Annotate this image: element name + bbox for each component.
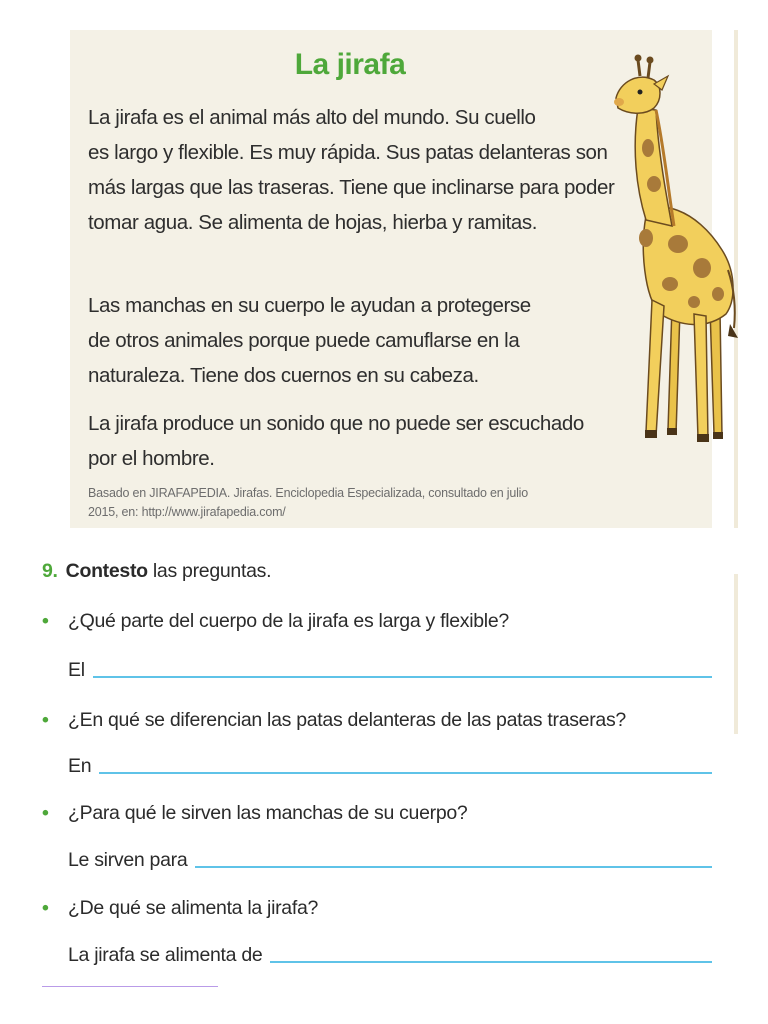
question-text: ¿En qué se diferencian las patas delanteras de las patas traseras? — [68, 709, 626, 731]
answer-input-1[interactable] — [93, 676, 712, 678]
answer-row-3 — [68, 842, 712, 872]
source-citation — [88, 484, 528, 522]
paragraph-line: tomar agua. Se alimenta de hojas, hierba y ramitas. — [88, 211, 538, 234]
paragraph-line: es largo y flexible. Es muy rápida. Sus patas delanteras son — [88, 141, 608, 164]
paragraph-line: naturaleza. Tiene dos cuernos en su cabeza. — [88, 364, 479, 387]
reading-title: La jirafa — [294, 48, 406, 81]
answer-prefix: La jirafa se alimenta de — [68, 944, 263, 966]
activity-heading — [42, 560, 271, 583]
source-line: Basado en JIRAFAPEDIA. Jirafas. Enciclopedia Especializada, consultado en julio — [88, 486, 529, 500]
bullet-icon: • — [42, 897, 49, 919]
answer-row-1 — [68, 652, 712, 682]
question-2 — [42, 709, 626, 732]
paragraph-line: de otros animales porque puede camuflarse en la — [88, 329, 520, 352]
question-1 — [42, 610, 509, 633]
source-line: 2015, en: http://www.jirafapedia.com/ — [88, 505, 286, 519]
question-text: ¿De qué se alimenta la jirafa? — [68, 897, 319, 919]
reading-paragraph-3 — [88, 406, 584, 476]
answer-input-3[interactable] — [195, 866, 712, 868]
bullet-icon: • — [42, 709, 49, 731]
paragraph-line: más largas que las traseras. Tiene que inclinarse para poder — [88, 176, 615, 199]
question-4 — [42, 897, 318, 920]
giraffe-illustration — [610, 38, 740, 454]
paragraph-line: La jirafa es el animal más alto del mundo. Su cuello — [88, 106, 536, 129]
activity-instruction: las preguntas. — [152, 560, 272, 582]
activity-number: 9. — [42, 560, 58, 582]
answer-input-4[interactable] — [270, 961, 712, 963]
answer-row-4 — [68, 937, 712, 967]
activity-verb: Contesto — [65, 560, 148, 582]
paragraph-line: Las manchas en su cuerpo le ayudan a protegerse — [88, 294, 531, 317]
paragraph-line: La jirafa produce un sonido que no puede ser escuchado — [88, 412, 584, 435]
answer-input-2[interactable] — [99, 772, 712, 774]
decorative-edge-bar — [734, 574, 738, 734]
bottom-divider — [42, 986, 218, 987]
answer-prefix: El — [68, 659, 85, 681]
paragraph-line: por el hombre. — [88, 447, 215, 470]
question-3 — [42, 802, 467, 825]
bullet-icon: • — [42, 802, 49, 824]
answer-row-2 — [68, 748, 712, 778]
answer-prefix: En — [68, 755, 92, 777]
question-text: ¿Qué parte del cuerpo de la jirafa es larga y flexible? — [68, 610, 509, 632]
answer-prefix: Le sirven para — [68, 849, 188, 871]
bullet-icon: • — [42, 610, 49, 632]
question-text: ¿Para qué le sirven las manchas de su cuerpo? — [68, 802, 468, 824]
reading-paragraph-1 — [88, 100, 614, 240]
reading-paragraph-2 — [88, 288, 531, 393]
